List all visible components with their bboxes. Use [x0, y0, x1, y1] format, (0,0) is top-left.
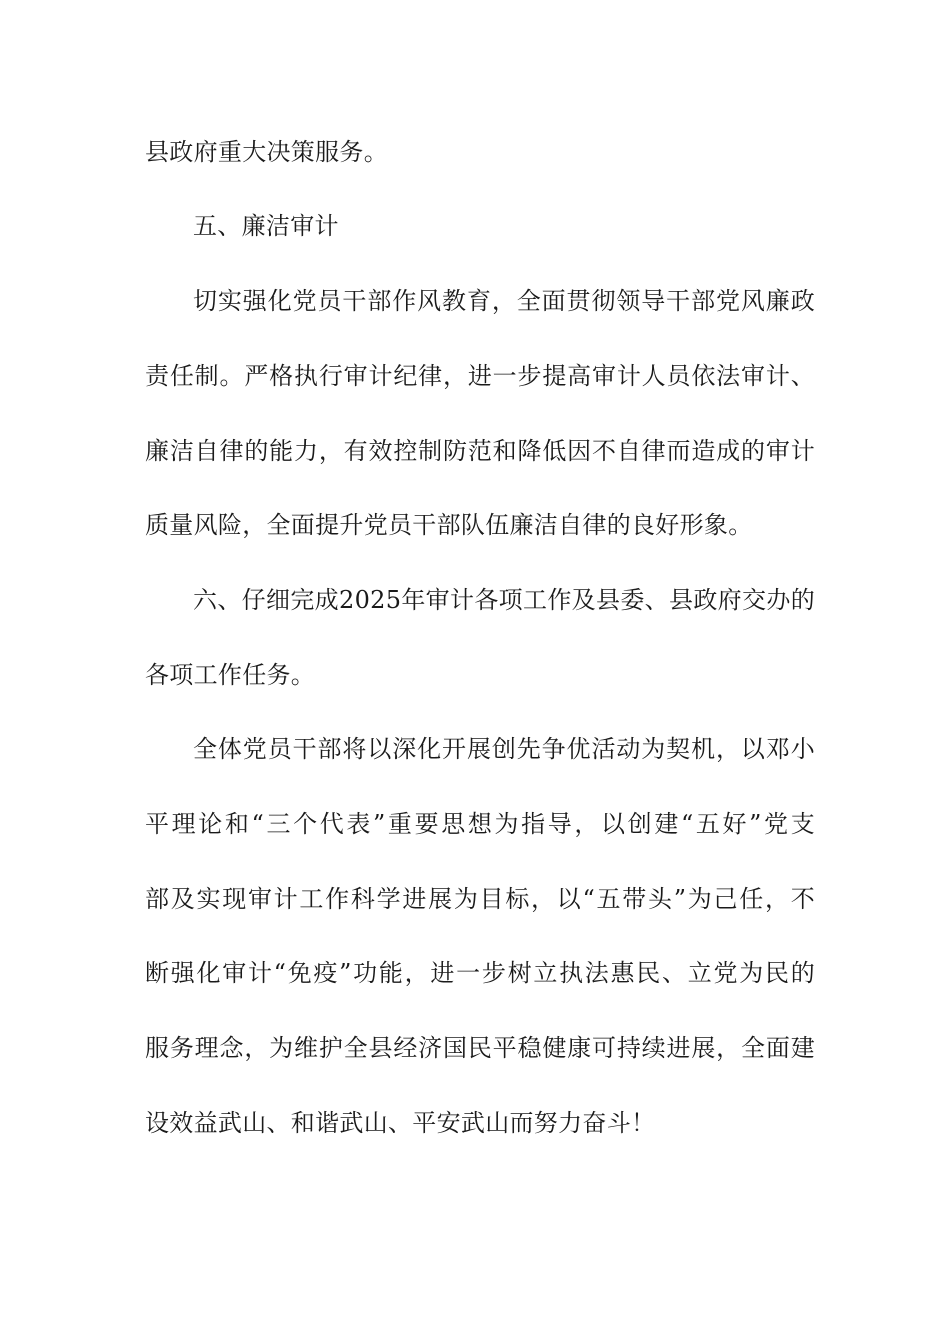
paragraph-line: 县政府重大决策服务。 — [145, 138, 388, 166]
paragraph-line: 平理论和“三个代表”重要思想为指导，以创建“五好”党支 — [145, 810, 815, 838]
paragraph-line: 全体党员干部将以深化开展创先争优活动为契机，以邓小 — [193, 735, 815, 763]
paragraph-line: 服务理念，为维护全县经济国民平稳健康可持续进展，全面建 — [145, 1034, 815, 1062]
paragraph-line: 部及实现审计工作科学进展为目标，以“五带头”为己任，不 — [145, 885, 815, 913]
paragraph-line: 切实强化党员干部作风教育，全面贯彻领导干部党风廉政 — [193, 287, 815, 315]
paragraph-line: 断强化审计“免疫”功能，进一步树立执法惠民、立党为民的 — [145, 959, 815, 987]
paragraph-line: 各项工作任务。 — [145, 661, 316, 689]
section-heading-6: 六、仔细完成2025年审计各项工作及县委、县政府交办的 — [193, 586, 815, 614]
section-heading-5: 五、廉洁审计 — [193, 212, 339, 240]
paragraph-line: 责任制。严格执行审计纪律，进一步提高审计人员依法审计、 — [145, 362, 815, 390]
paragraph-line: 设效益武山、和谐武山、平安武山而努力奋斗！ — [145, 1109, 656, 1137]
paragraph-line: 质量风险，全面提升党员干部队伍廉洁自律的良好形象。 — [145, 511, 753, 539]
paragraph-line: 廉洁自律的能力，有效控制防范和降低因不自律而造成的审计 — [145, 437, 815, 465]
